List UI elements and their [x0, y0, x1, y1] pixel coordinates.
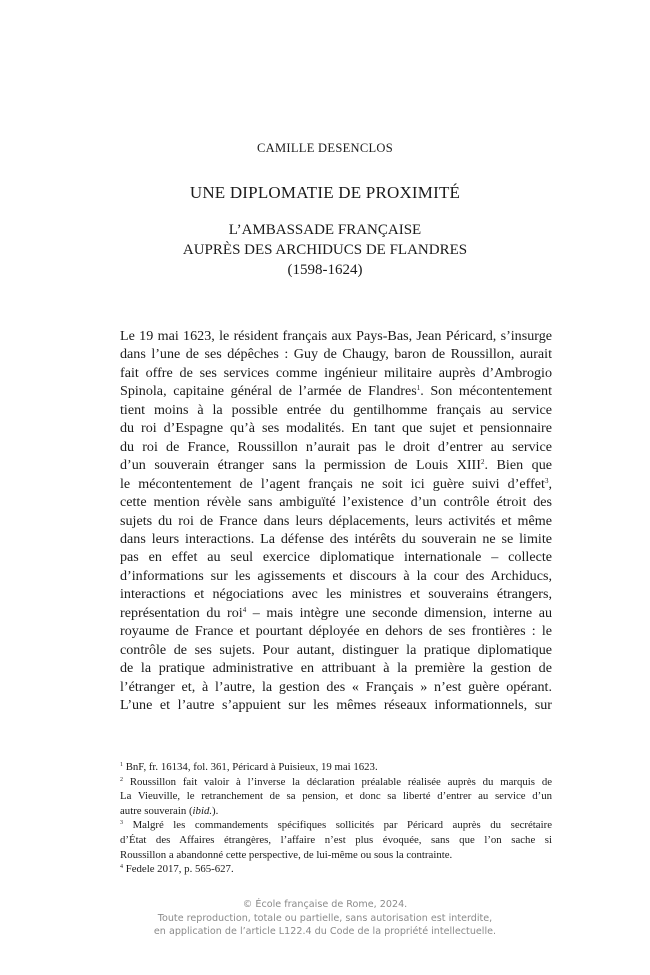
subtitle-line: L’AMBASSADE FRANÇAISE	[228, 222, 422, 238]
footnote-number: 2	[120, 776, 123, 783]
footnote-ref[interactable]: 3	[544, 476, 549, 485]
body-text-run: d’un souverain étranger sans la permission de Louis XIII	[120, 457, 481, 474]
body-line: l’étranger et, à l’autre, la gestion des « Français » n’est guère opérant.	[120, 678, 552, 695]
subtitle-line: AUPRÈS DES ARCHIDUCS DE FLANDRES	[182, 242, 468, 258]
footnote-2-cont	[120, 804, 552, 819]
body-line: interactions et négociations avec les ministres et souverains étrangers,	[120, 586, 552, 603]
footnote-text: Fedele 2017, p. 565-627.	[125, 863, 234, 876]
body-line: d’informations sur les agissements et discours à la cour des Archiducs,	[120, 567, 552, 584]
body-text-run: – mais intègre une seconde dimension, interne au	[246, 604, 552, 621]
footnote-text: Roussillon fait valoir à l’inverse la déclaration préalable réalisée auprès du marquis de	[129, 775, 553, 788]
body-line: royaume de France et pourtant déployée en dehors de ses frontières : le	[120, 623, 552, 640]
body-line: contrôle de ses sujets. Pour autant, distinguer la pratique diplomatique	[120, 641, 552, 658]
footnote-4	[120, 862, 552, 877]
footnote-1	[120, 760, 552, 775]
body-line	[120, 604, 552, 622]
footnote-text: Malgré les commandements spécifiques sollicités par Péricard auprès du secrétaire	[132, 819, 552, 832]
body-line: sujets du roi de France dans leurs déplacements, leurs activités et même	[120, 512, 552, 529]
body-line: pas en effet au seul exercice diplomatique internationale – collecte	[120, 549, 552, 566]
copyright-line: en application de l’article L122.4 du Code de la propriété intellectuelle.	[153, 926, 497, 937]
footnote-number: 3	[120, 820, 123, 827]
body-text-run: Spinola, capitaine général de l’armée de Flandres	[120, 383, 417, 400]
author-name: CAMILLE DESENCLOS	[256, 141, 393, 155]
copyright-line: © École française de Rome, 2024.	[242, 899, 408, 910]
footnote-ref[interactable]: 4	[242, 605, 247, 614]
footnote-text: BnF, fr. 16134, fol. 361, Péricard à Puisieux, 19 mai 1623.	[125, 761, 378, 773]
footnote-number: 4	[120, 864, 123, 871]
footnote-ref[interactable]: 2	[480, 458, 485, 467]
copyright-notice	[0, 898, 650, 939]
footnote-ref[interactable]: 1	[416, 384, 421, 393]
footnote-3-cont: Roussillon a abandonné cette perspective, de lui-même ou sous la contrainte.	[120, 848, 453, 861]
footnote-italic: ibid.	[192, 804, 213, 817]
body-text	[120, 327, 552, 715]
footnote-2	[120, 775, 552, 790]
body-line: tient moins à la possible entrée du gentilhomme français au service	[120, 401, 552, 418]
body-text-run: . Son mécontentement	[420, 383, 552, 400]
footnote-2-cont: La Vieuville, le retranchement de sa pension, et donc sa liberté d’entrer au service d’un	[120, 790, 552, 803]
body-line: de la pratique administrative en attribuant à la première la gestion de	[120, 660, 552, 677]
footnote-3	[120, 818, 552, 833]
body-line: dans l’une de ses dépêches : Guy de Chaugy, baron de Roussillon, aurait	[120, 346, 552, 363]
body-line	[120, 382, 552, 400]
chapter-subtitle	[0, 220, 650, 280]
body-text-run: représentation du roi	[120, 604, 243, 621]
footnote-3-cont: d’État des Affaires étrangères, l’affaire n’est plus évoquée, sans que l’on sache si	[120, 833, 552, 846]
body-line: fait offre de ses services comme ingénieur militaire auprès d’Ambrogio	[120, 364, 552, 381]
body-text-run: . Bien que	[484, 457, 552, 474]
footnote-text: autre souverain (	[120, 804, 193, 817]
body-line: cette mention révèle sans ambiguïté l’existence d’un contrôle étroit des	[120, 494, 552, 511]
subtitle-line: (1598-1624)	[287, 262, 363, 278]
footnotes	[120, 760, 552, 877]
body-line: du roi de France, Roussillon n’aurait pas le droit d’entrer au service	[120, 438, 552, 455]
footnote-text: ).	[212, 804, 219, 817]
body-line: L’une et l’autre s’appuient sur les mêmes réseaux informationnels, sur	[120, 697, 552, 714]
chapter-title: UNE DIPLOMATIE DE PROXIMITÉ	[189, 183, 461, 202]
body-line	[120, 456, 552, 474]
body-text-run: le mécontentement de l’agent français ne soit ici guère suivi d’effet	[120, 475, 545, 492]
body-line: dans leurs interactions. La défense des intérêts du souverain ne se limite	[120, 530, 552, 547]
body-line	[120, 475, 552, 493]
body-line: du roi d’Espagne qu’à ses modalités. En tant que sujet et pensionnaire	[120, 420, 552, 437]
copyright-line: Toute reproduction, totale ou partielle, sans autorisation est interdite,	[157, 912, 493, 924]
body-line: Le 19 mai 1623, le résident français aux Pays-Bas, Jean Péricard, s’insurge	[120, 328, 552, 344]
footnote-number: 1	[120, 762, 123, 768]
body-text-run: ,	[548, 475, 552, 492]
